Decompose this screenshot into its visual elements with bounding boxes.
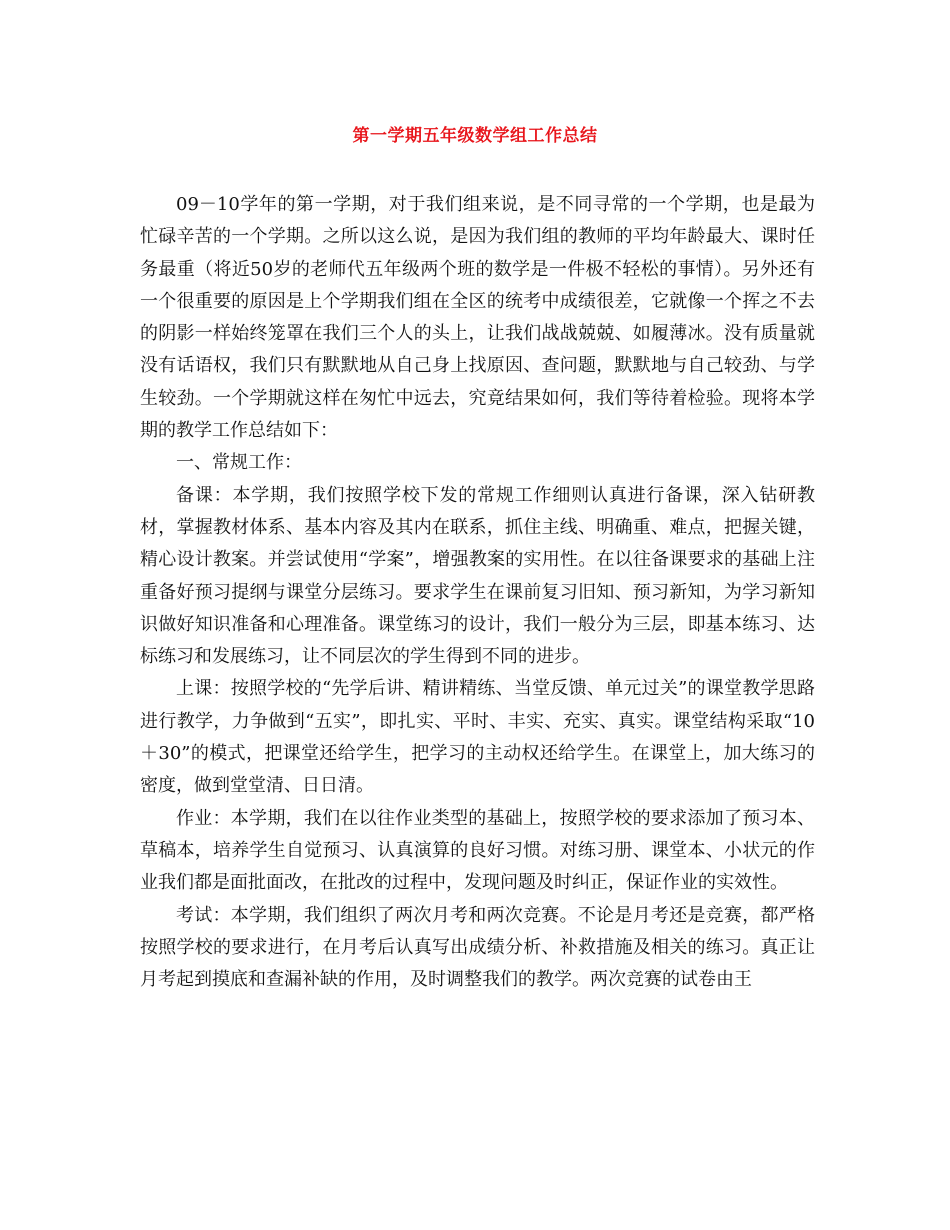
document-title: 第一学期五年级数学组工作总结 [352,126,598,146]
document-body [140,189,815,996]
paragraph-lesson-prep: 备课：本学期，我们按照学校下发的常规工作细则认真进行备课，深入钻研教材，掌握教材体系、基本内容及其内在联系，抓住主线、明确重、难点，把握关键，精心设计教案。并尝试使用“学案”，增强教案的实用性。在以往备课要求的基础上注重备好预习提纲与课堂分层练习。要求学生在课前复习旧知、预习新知，为学习新知识做好知识准备和心理准备。课堂练习的设计，我们一般分为三层，即基本练习、达标练习和发展练习，让不同层次的学生得到不同的进步。 [140,484,815,668]
section-heading-routine-work: 一、常规工作： [176,452,302,474]
paragraph-homework: 作业：本学期，我们在以往作业类型的基础上，按照学校的要求添加了预习本、草稿本，培养学生自觉预习、认真演算的良好习惯。对练习册、课堂本、小状元的作业我们都是面批面改，在批改的过程中，发现问题及时纠正，保证作业的实效性。 [140,807,815,894]
paragraph-teaching: 上课：按照学校的“先学后讲、精讲精练、当堂反馈、单元过关”的课堂教学思路进行教学，力争做到“五实”，即扎实、平时、丰实、充实、真实。课堂结构采取“10＋30”的模式，把课堂还给学生，把学习的主动权还给学生。在课堂上，加大练习的密度，做到堂堂清、日日清。 [140,678,815,797]
paragraph-intro: 09－10学年的第一学期，对于我们组来说，是不同寻常的一个学期，也是最为忙碌辛苦的一个学期。之所以这么说，是因为我们组的教师的平均年龄最大、课时任务最重（将近50岁的老师代五年级两个班的数学是一件极不轻松的事情）。另外还有一个很重要的原因是上个学期我们组在全区的统考中成绩很差，它就像一个挥之不去的阴影一样始终笼罩在我们三个人的头上，让我们战战兢兢、如履薄冰。没有质量就没有话语权，我们只有默默地从自己身上找原因、查问题，默默地与自己较劲、与学生较劲。一个学期就这样在匆忙中远去，究竟结果如何，我们等待着检验。现将本学期的教学工作总结如下： [140,194,815,442]
paragraph-exams: 考试：本学期，我们组织了两次月考和两次竞赛。不论是月考还是竞赛，都严格按照学校的要求进行，在月考后认真写出成绩分析、补救措施及相关的练习。真正让月考起到摸底和查漏补缺的作用，及时调整我们的教学。两次竞赛的试卷由王 [140,904,815,991]
